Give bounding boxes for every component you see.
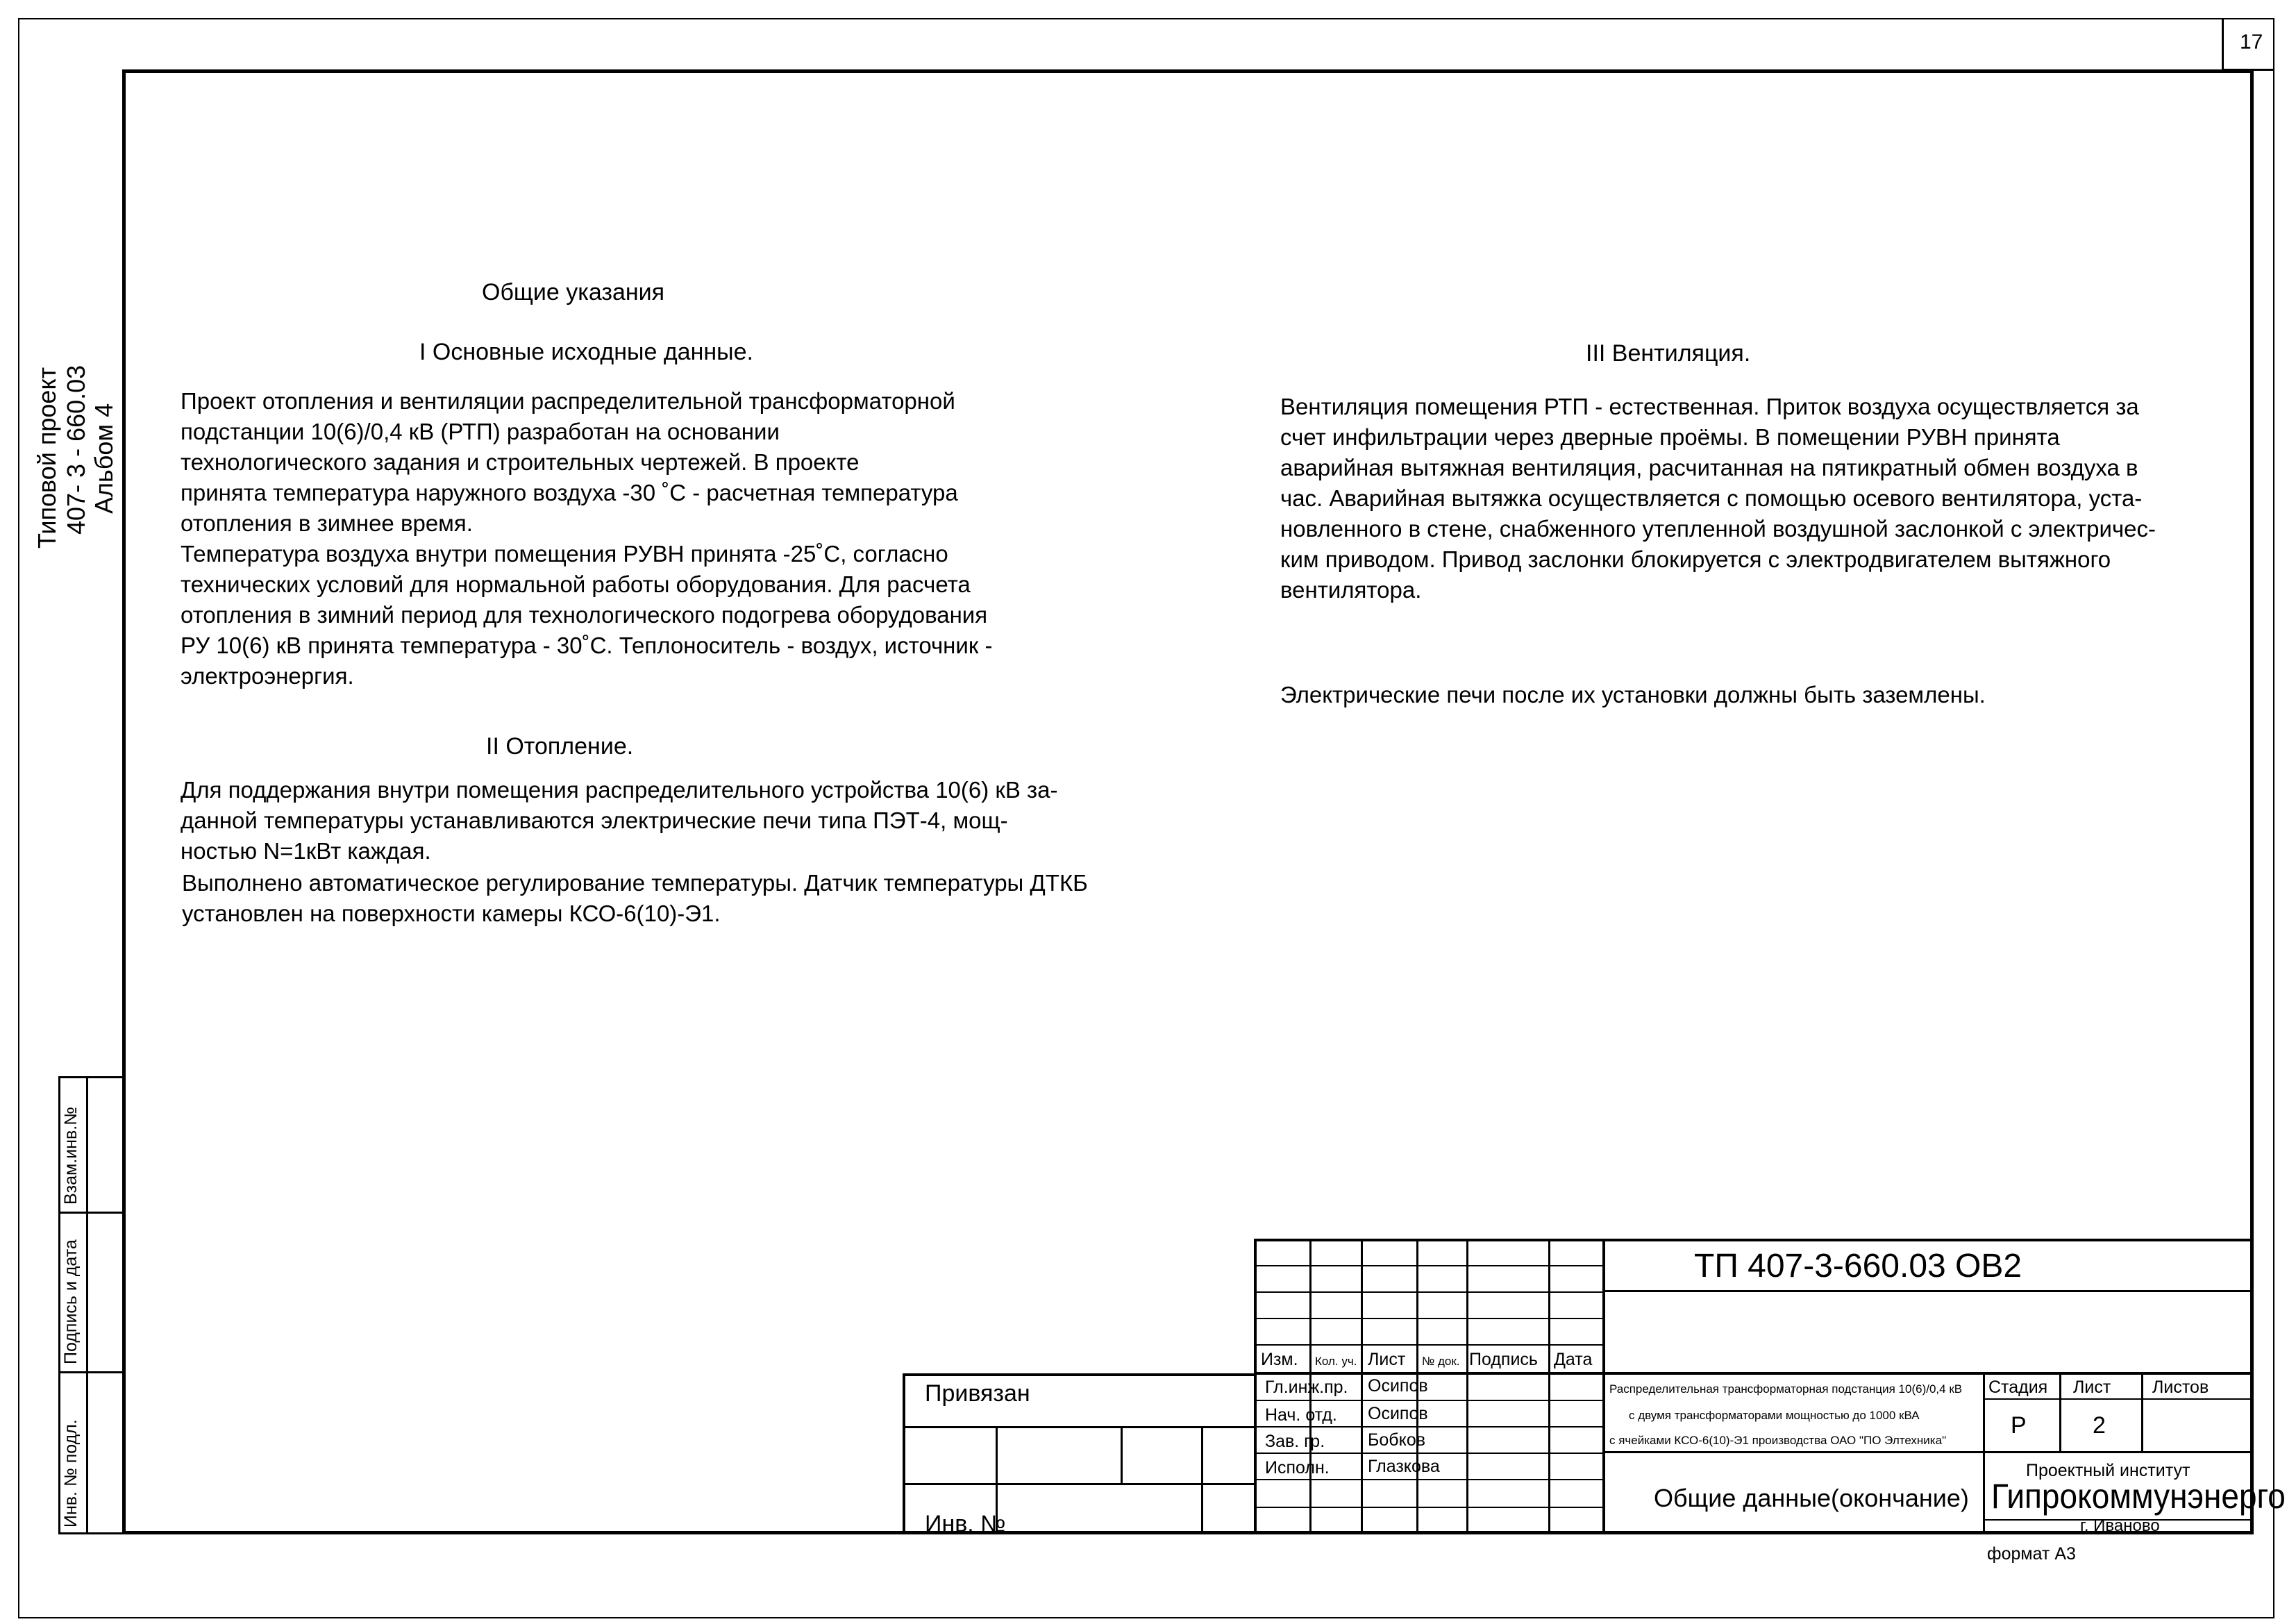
description-line3: с ячейками КСО-6(10)-Э1 производства ОАО "ПО Элтехника" [1609,1434,1947,1447]
city: г. Иваново [2080,1516,2160,1535]
name-4: Глазкова [1368,1457,1440,1476]
format-label: формат А3 [1987,1544,2076,1564]
header-podpis: Подпись [1469,1350,1538,1369]
side-title-line2: 407- 3 - 660.03 [62,365,90,535]
header-data: Дата [1554,1350,1593,1369]
page-number: 17 [2240,31,2263,53]
role-nach-otd: Нач. отд. [1265,1405,1337,1425]
role-zav-gr: Зав. гр. [1265,1432,1325,1451]
sheet-label: Лист [2073,1378,2111,1397]
header-izm: Изм. [1261,1350,1298,1369]
sheet-value: 2 [2093,1412,2106,1439]
header-kol-uch: Кол. уч. [1315,1355,1357,1368]
role-ispoln: Исполн. [1265,1458,1330,1477]
description-line1: Распределительная трансформаторная подстанция 10(6)/0,4 кВ [1609,1382,1963,1396]
stage-label: Стадия [1988,1378,2048,1397]
section3-text: Вентиляция помещения РТП - естественная. Приток воздуха осуществляется за счет инфильтрации через дверные проёмы. В помещении РУВН принята аварийная вытяжная вентиляция, расчитанная на пятикратный обмен воздуха в час. Аварийная вытяжка осуществляется с помощью осевого вентилятора, уста- новленного в стене, снабженного утепленной воздушной заслонкой с электричес- ким приводом. Привод заслонки блокируется с электродвигателем вытяжного вентилятора. [1280,394,2156,603]
stamp-podpis: Подпись и дата [61,1239,81,1364]
side-title-line1: Типовой проект [33,367,61,549]
sheets-label: Листов [2152,1378,2209,1397]
section1-text: Проект отопления и вентиляции распределительной трансформаторной подстанции 10(6)/0,4 кВ (РТП) разработан на основании технологического задания и строительных чертежей. В проекте принята температура наружного воздуха -30 ˚С - расчетная температура отопления в зимнее время. Температура воздуха внутри помещения РУВН принята -25˚С, согласно технических условий для нормальной работы оборудования. Для расчета отопления в зимний период для технологического подогрева оборудования РУ 10(6) кВ принята температура - 30˚С. Теплоноситель - воздух, источник - электроэнергия. [181,388,993,689]
header-list: Лист [1368,1350,1406,1369]
institute-name: Гипрокоммунэнерго [1991,1477,2286,1516]
privyazan-label: Привязан [925,1380,1030,1407]
inv-no-label: Инв. № [925,1511,1006,1537]
section3-note: Электрические печи после их установки должны быть заземлены. [1280,682,1986,708]
name-1: Осипов [1368,1376,1428,1396]
name-3: Бобков [1368,1430,1426,1450]
stage-value: Р [2011,1412,2027,1439]
section2-text: Для поддержания внутри помещения распределительного устройства 10(6) кВ за- данной температуры устанавливаются электрические печи типа ПЭТ-4, мощ- ностью N=1кВт каждая. [181,777,1058,864]
side-title-line3: Альбом 4 [90,403,118,514]
document-code: ТП 407-3-660.03 ОВ2 [1694,1248,2022,1284]
role-gl-inzh: Гл.инж.пр. [1265,1378,1348,1397]
section1-title: I Основные исходные данные. [419,339,753,365]
stamp-vzam: Взам.инв.№ [61,1107,81,1205]
section2-title: II Отопление. [486,733,634,760]
description-line2: с двумя трансформаторами мощностью до 1000 кВА [1629,1409,1920,1422]
section3-title: III Вентиляция. [1586,340,1751,367]
section2-text-2: Выполнено автоматическое регулирование температуры. Датчик температуры ДТКБ установлен на поверхности камеры КСО-6(10)-Э1. [182,870,1088,926]
general-title: Общие указания [482,279,665,305]
header-n-dok: № док. [1422,1355,1460,1368]
doc-title: Общие данные(окончание) [1654,1484,1969,1512]
name-2: Осипов [1368,1404,1428,1423]
stamp-inv: Инв. № подл. [61,1419,81,1527]
institute-label: Проектный институт [2026,1461,2190,1480]
